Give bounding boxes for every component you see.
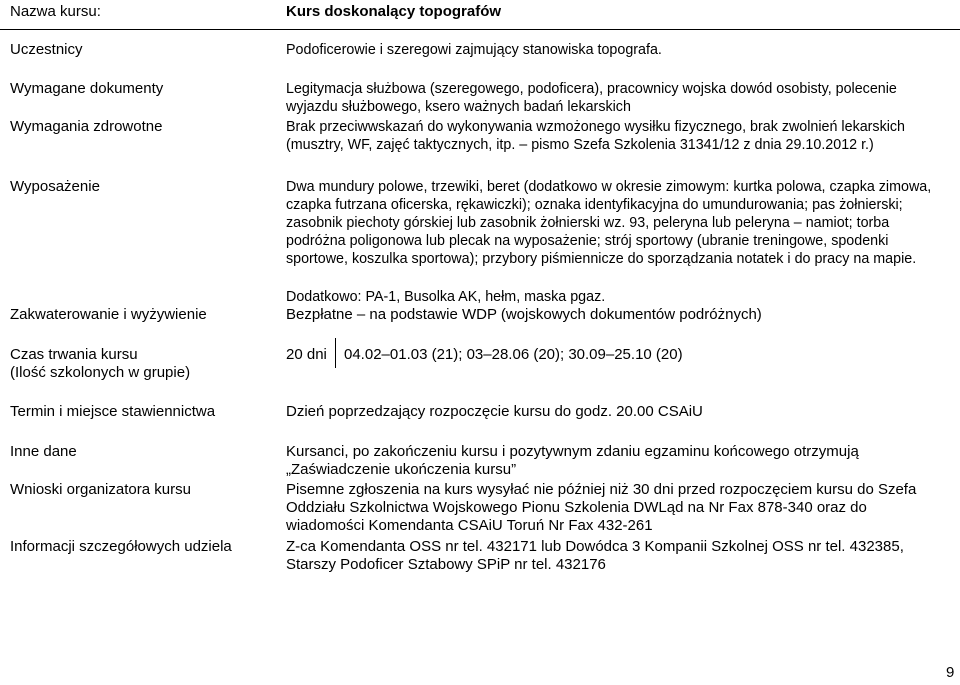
value-equipment-extra: Dodatkowo: PA-1, Busolka AK, hełm, maska pgaz. bbox=[286, 289, 606, 305]
label-group-size: (Ilość szkolonych w grupie) bbox=[10, 364, 191, 381]
value-other: Kursanci, po zakończeniu kursu i pozytywnym zdaniu egzaminu końcowego otrzymują „Zaświadczenie ukończenia kursu” bbox=[286, 443, 859, 478]
value-equipment: Dwa mundury polowe, trzewiki, beret (dodatkowo w okresie zimowym: kurtka polowa, czapka zimowa, czapka futrzana oficerska, rękawiczki); oznaka identyfikacyjna do umundurowania; pas żołnierski; zasobnik piechoty górskiej lub zasobnik żołnierski wz. 93, peleryna lub peleryna – namiot; torba podróżna poligonowa lub plecak na wyposażenie; strój sportowy (ubranie treningowe, spodenki sportowe, koszulka sportowa); przybory piśmiennicze do sporządzania notatek i do pracy na mapie. bbox=[286, 179, 932, 267]
label-health: Wymagania zdrowotne bbox=[10, 118, 163, 135]
duration-days: 20 dni bbox=[286, 346, 327, 363]
label-other: Inne dane bbox=[10, 443, 77, 460]
value-documents: Legitymacja służbowa (szeregowego, podoficera), pracownicy wojska dowód osobisty, polecenie wyjazdu służbowego, ksero ważnych badań lekarskich bbox=[286, 81, 897, 115]
value-arrival: Dzień poprzedzający rozpoczęcie kursu do godz. 20.00 CSAiU bbox=[286, 403, 703, 420]
value-info: Z-ca Komendanta OSS nr tel. 432171 lub Dowódca 3 Kompanii Szkolnej OSS nr tel. 432385, Starszy Podoficer Sztabowy SPiP nr tel. 432176 bbox=[286, 538, 904, 573]
label-equipment: Wyposażenie bbox=[10, 178, 100, 195]
label-course-name: Nazwa kursu: bbox=[10, 3, 101, 20]
duration-divider bbox=[335, 338, 336, 368]
label-participants: Uczestnicy bbox=[10, 41, 83, 58]
value-requests: Pisemne zgłoszenia na kurs wysyłać nie później niż 30 dni przed rozpoczęciem kursu do Szefa Oddziału Szkolnictwa Wojskowego Pionu Szkolenia DWLąd na Nr Fax 878-340 oraz do wiadomości Komendanta CSAiU Toruń Nr Fax 432-261 bbox=[286, 481, 917, 534]
value-health: Brak przeciwwskazań do wykonywania wzmożonego wysiłku fizycznego, brak zwolnień lekarskich (musztry, WF, zajęć taktycznych, itp. – pismo Szefa Szkolenia 31341/12 z dnia 29.10.2012 r.) bbox=[286, 119, 905, 153]
page-number: 9 bbox=[946, 664, 955, 681]
duration-dates: 04.02–01.03 (21); 03–28.06 (20); 30.09–25.10 (20) bbox=[344, 346, 683, 363]
row-divider bbox=[0, 29, 960, 30]
label-documents: Wymagane dokumenty bbox=[10, 80, 164, 97]
label-duration: Czas trwania kursu bbox=[10, 346, 138, 363]
value-participants: Podoficerowie i szeregowi zajmujący stanowiska topografa. bbox=[286, 42, 662, 58]
value-accommodation: Bezpłatne – na podstawie WDP (wojskowych dokumentów podróżnych) bbox=[286, 306, 762, 323]
label-arrival: Termin i miejsce stawiennictwa bbox=[10, 403, 216, 420]
label-requests: Wnioski organizatora kursu bbox=[10, 481, 191, 498]
course-title: Kurs doskonalący topografów bbox=[286, 3, 502, 20]
label-info: Informacji szczegółowych udziela bbox=[10, 538, 232, 555]
label-accommodation: Zakwaterowanie i wyżywienie bbox=[10, 306, 207, 323]
